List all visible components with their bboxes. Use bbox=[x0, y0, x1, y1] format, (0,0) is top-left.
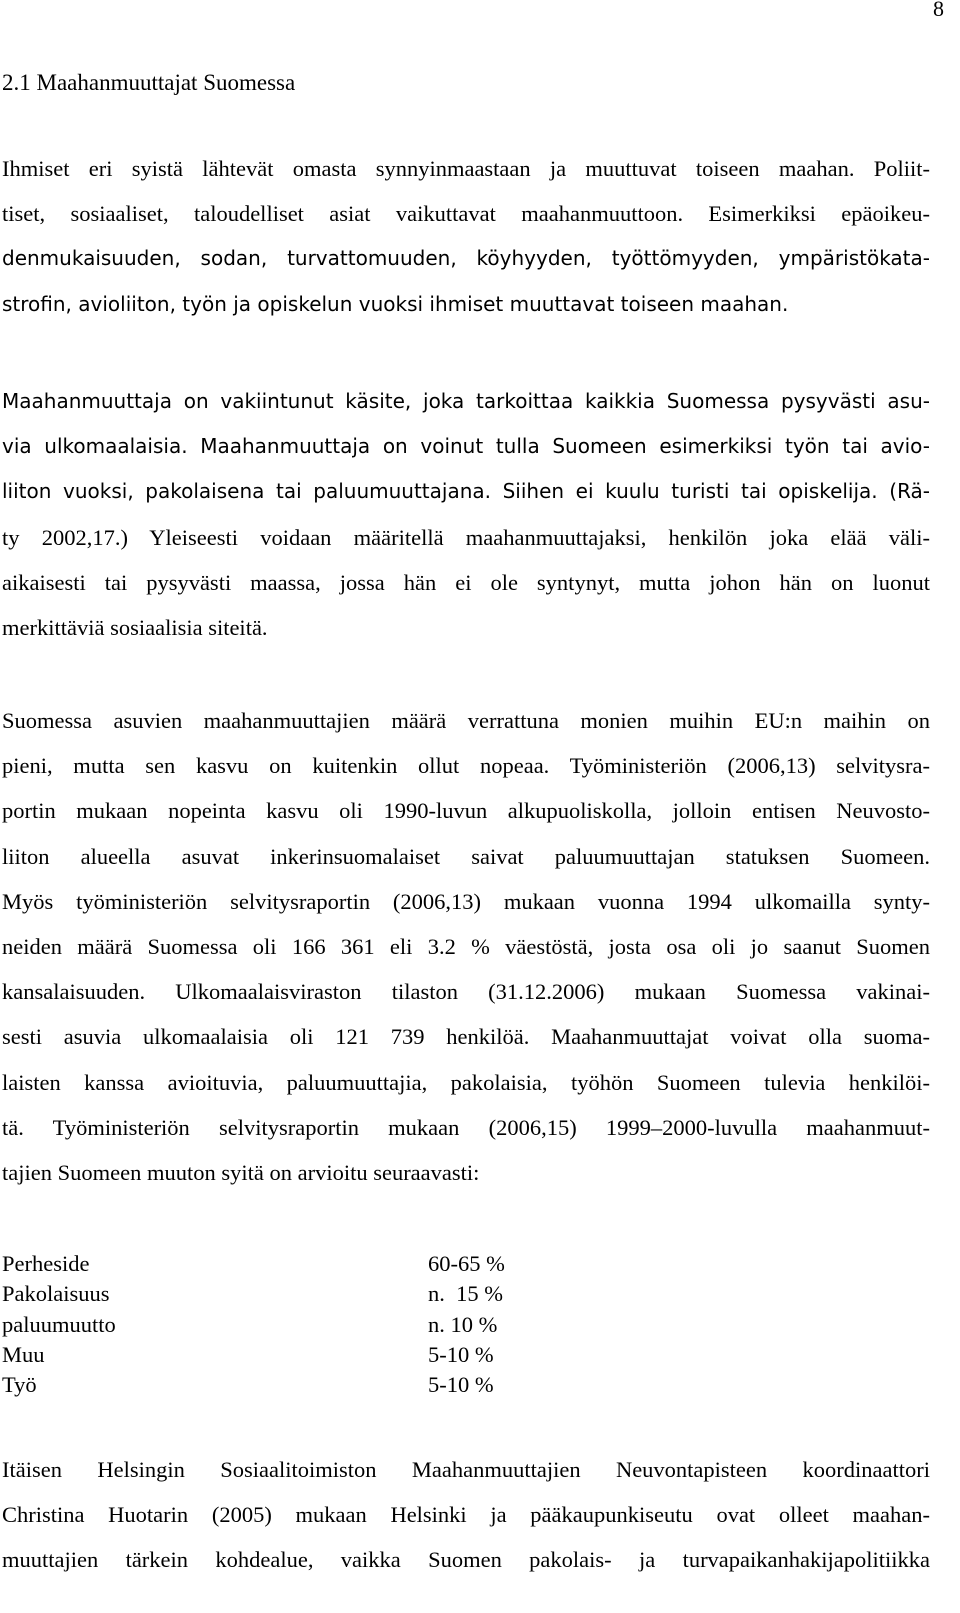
text-line: Myös työministeriön selvitysraportin (2006,13) mukaan vuonna 1994 ulkomailla synty- bbox=[2, 888, 930, 914]
reason-value: 5-10 % bbox=[428, 1372, 494, 1398]
text-line: liiton alueella asuvat inkerinsuomalaiset saivat paluumuuttajan statuksen Suomeen. bbox=[2, 843, 930, 869]
text-line: muuttajien tärkein kohdealue, vaikka Suomen pakolais- ja turvapaikanhakijapolitiikka bbox=[2, 1547, 930, 1573]
text-line: Ihmiset eri syistä lähtevät omasta synnyinmaastaan ja muuttuvat toiseen maahan. Poliit- bbox=[2, 156, 930, 181]
text-line: pieni, mutta sen kasvu on kuitenkin ollut nopeaa. Työministeriön (2006,13) selvitysra- bbox=[2, 753, 930, 779]
text-line: kansalaisuuden. Ulkomaalaisviraston tilaston (31.12.2006) mukaan Suomessa vakinai- bbox=[2, 979, 930, 1005]
text-line: Suomessa asuvien maahanmuuttajien määrä verrattuna monien muihin EU:n maihin on bbox=[2, 708, 930, 733]
reason-value: n. 15 % bbox=[428, 1281, 503, 1307]
text-line: merkittäviä sosiaalisia siteitä. bbox=[2, 614, 268, 640]
reason-label: Perheside bbox=[2, 1251, 90, 1276]
text-line: tiset, sosiaaliset, taloudelliset asiat vaikuttavat maahanmuuttoon. Esimerkiksi epäoikeu- bbox=[2, 201, 930, 227]
text-line: laisten kanssa avioituvia, paluumuuttajia, pakolaisia, työhön Suomeen tulevia henkilöi- bbox=[2, 1069, 930, 1095]
list-item bbox=[2, 1340, 602, 1370]
text-line: sesti asuvia ulkomaalaisia oli 121 739 henkilöä. Maahanmuuttajat voivat olla suoma- bbox=[2, 1024, 930, 1050]
section-heading: 2.1 Maahanmuuttajat Suomessa bbox=[2, 70, 296, 95]
text-line: liiton vuoksi, pakolaisena tai paluumuuttajana. Siihen ei kuulu turisti tai opiskelija. (Rä- bbox=[2, 479, 930, 504]
text-line: aikaisesti tai pysyvästi maassa, jossa hän ei ole syntynyt, mutta johon hän on luonut bbox=[2, 569, 930, 595]
page-number: 8 bbox=[933, 0, 944, 21]
text-line: tajien Suomeen muuton syitä on arvioitu seuraavasti: bbox=[2, 1159, 480, 1185]
migration-reasons-list bbox=[2, 1249, 602, 1400]
reason-label: paluumuutto bbox=[2, 1311, 116, 1337]
reason-value: n. 10 % bbox=[428, 1311, 498, 1337]
reason-value: 5-10 % bbox=[428, 1341, 494, 1367]
paragraph-3 bbox=[2, 698, 930, 1195]
text-line: ty 2002,17.) Yleiseesti voidaan määritellä maahanmuuttajaksi, henkilön joka elää väli- bbox=[2, 524, 930, 550]
paragraph-2 bbox=[2, 379, 930, 650]
text-line: via ulkomaalaisia. Maahanmuuttaja on voinut tulla Suomeen esimerkiksi työn tai avio- bbox=[2, 434, 930, 459]
list-item bbox=[2, 1249, 602, 1279]
reason-value: 60-65 % bbox=[428, 1251, 505, 1276]
reason-label: Pakolaisuus bbox=[2, 1281, 110, 1307]
list-item bbox=[2, 1310, 602, 1340]
reason-label: Työ bbox=[2, 1372, 37, 1398]
text-line: denmukaisuuden, sodan, turvattomuuden, köyhyyden, työttömyyden, ympäristökata- bbox=[2, 246, 930, 271]
reason-label: Muu bbox=[2, 1341, 45, 1367]
text-line: strofin, avioliiton, työn ja opiskelun vuoksi ihmiset muuttavat toiseen maahan. bbox=[2, 291, 789, 316]
text-line: Maahanmuuttaja on vakiintunut käsite, joka tarkoittaa kaikkia Suomessa pysyvästi asu- bbox=[2, 389, 930, 413]
list-item bbox=[2, 1370, 602, 1400]
text-line: Itäisen Helsingin Sosiaalitoimiston Maahanmuuttajien Neuvontapisteen koordinaattori bbox=[2, 1457, 930, 1482]
text-line: Christina Huotarin (2005) mukaan Helsinki ja pääkaupunkiseutu ovat olleet maahan- bbox=[2, 1502, 930, 1528]
text-line: tä. Työministeriön selvitysraportin mukaan (2006,15) 1999–2000-luvulla maahanmuut- bbox=[2, 1114, 930, 1140]
text-line: neiden määrä Suomessa oli 166 361 eli 3.2 % väestöstä, josta osa oli jo saanut Suomen bbox=[2, 933, 930, 959]
list-item bbox=[2, 1279, 602, 1309]
paragraph-1 bbox=[2, 146, 930, 327]
paragraph-4 bbox=[2, 1447, 930, 1583]
text-line: portin mukaan nopeinta kasvu oli 1990-luvun alkupuoliskolla, jolloin entisen Neuvosto- bbox=[2, 798, 930, 824]
